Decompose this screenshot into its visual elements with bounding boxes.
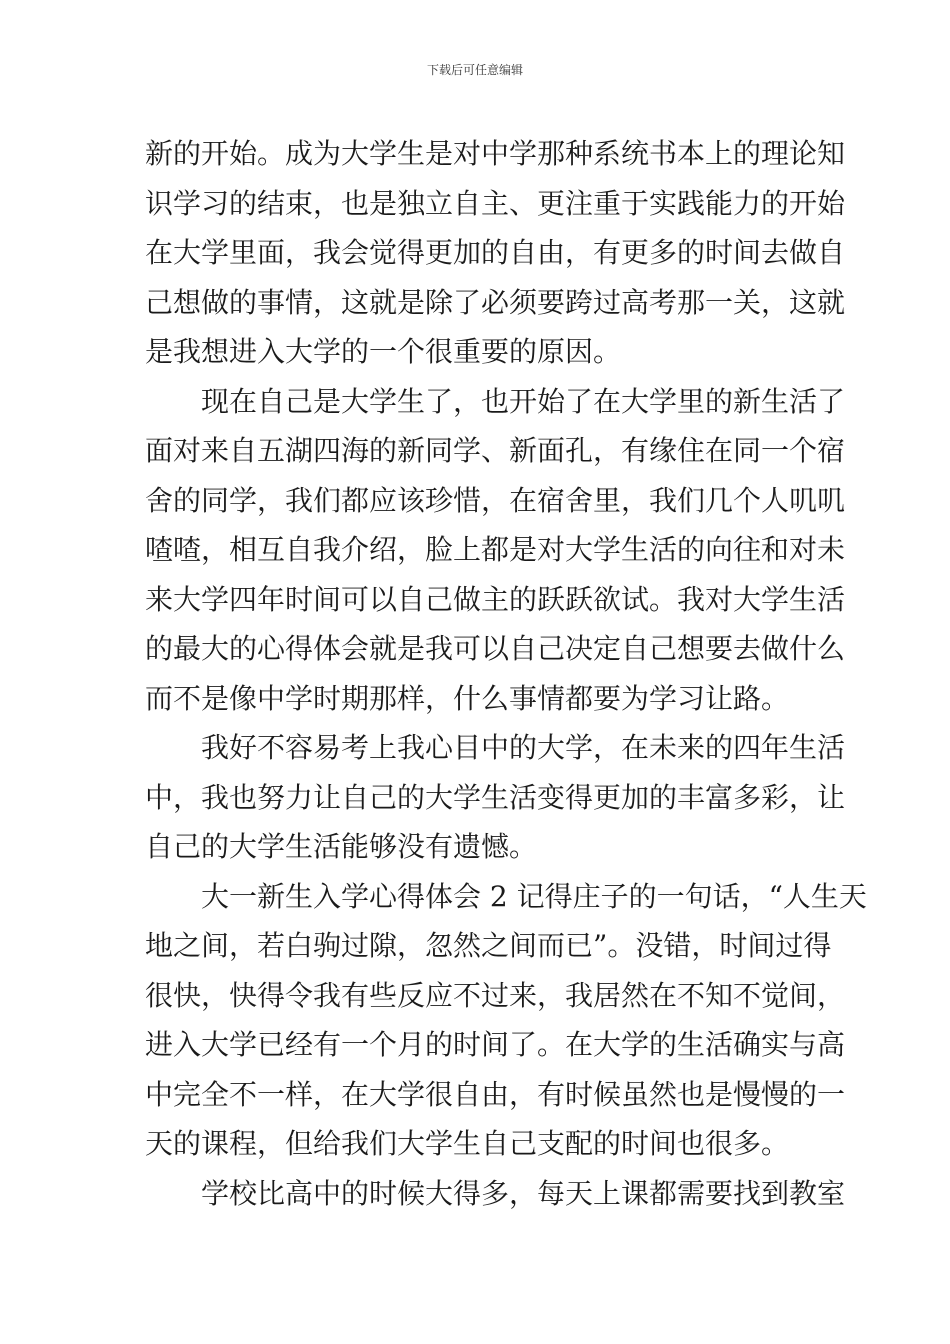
text-line: 我好不容易考上我心目中的大学，在未来的四年生活 bbox=[201, 731, 846, 764]
text-line: 现在自己是大学生了，也开始了在大学里的新生活了 bbox=[201, 384, 846, 418]
text-line: 地之间，若白驹过隙，忽然之间而已”。没错，时间过得 bbox=[145, 929, 832, 962]
text-line: 来大学四年时间可以自己做主的跃跃欲试。我对大学生活 bbox=[145, 582, 846, 616]
text-line: 自己的大学生活能够没有遗憾。 bbox=[145, 830, 538, 863]
text-line: 喳喳，相互自我介绍，脸上都是对大学生活的向往和对未 bbox=[145, 533, 846, 566]
page-header: 下载后可任意编辑 bbox=[426, 63, 523, 77]
text-line: 是我想进入大学的一个很重要的原因。 bbox=[145, 335, 622, 368]
text-line: 舍的同学，我们都应该珍惜，在宿舍里，我们几个人叽叽 bbox=[145, 483, 846, 517]
text-line: 天的课程，但给我们大学生自己支配的时间也很多。 bbox=[145, 1127, 790, 1160]
text-line: 面对来自五湖四海的新同学、新面孔，有缘住在同一个宿 bbox=[145, 434, 846, 467]
document-body bbox=[145, 129, 867, 1218]
text-line: 而不是像中学时期那样，什么事情都要为学习让路。 bbox=[145, 681, 790, 715]
text-line: 己想做的事情，这就是除了必须要跨过高考那一关，这就 bbox=[145, 285, 846, 319]
text-line: 中完全不一样，在大学很自由，有时候虽然也是慢慢的一 bbox=[145, 1077, 846, 1111]
text-line: 在大学里面，我会觉得更加的自由，有更多的时间去做自 bbox=[145, 236, 846, 269]
text-line: 学校比高中的时候大得多，每天上课都需要找到教室 bbox=[201, 1176, 846, 1210]
text-line: 很快，快得令我有些反应不过来，我居然在不知不觉间， bbox=[145, 978, 846, 1012]
text-line: 中，我也努力让自己的大学生活变得更加的丰富多彩，让 bbox=[145, 780, 846, 814]
text-line: 识学习的结束，也是独立自主、更注重于实践能力的开始 bbox=[145, 186, 846, 220]
text-line: 新的开始。成为大学生是对中学那种系统书本上的理论知 bbox=[145, 137, 846, 170]
text-line: 进入大学已经有一个月的时间了。在大学的生活确实与高 bbox=[145, 1028, 846, 1061]
text-line: 大一新生入学心得体会 2 记得庄子的一句话，“人生天 bbox=[201, 879, 867, 913]
text-line: 的最大的心得体会就是我可以自己决定自己想要去做什么 bbox=[145, 632, 846, 665]
